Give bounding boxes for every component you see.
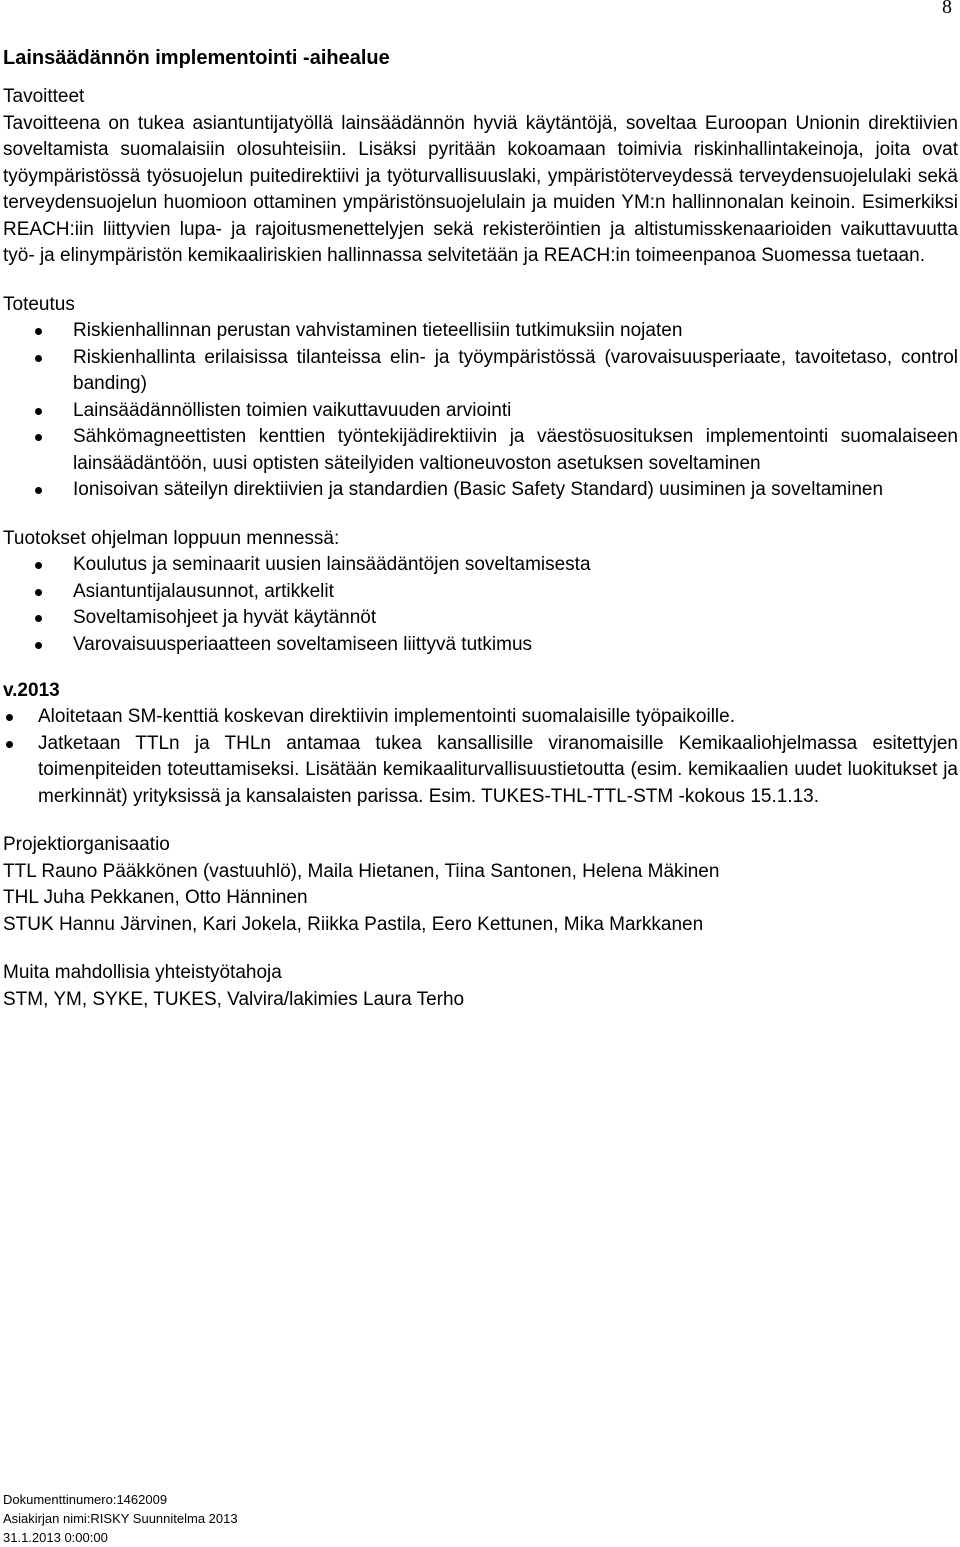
footer-date: 31.1.2013 0:00:00 [3, 1530, 108, 1545]
page-title: Lainsäädännön implementointi -aihealue [3, 47, 390, 69]
list-item: Koulutus ja seminaarit uusien lainsäädäntöjen soveltamisesta [3, 552, 958, 579]
outputs-list [3, 552, 958, 658]
bullet-icon [35, 487, 42, 494]
organisation-line: STUK Hannu Järvinen, Kari Jokela, Riikka Pastila, Eero Kettunen, Mika Markkanen [3, 913, 704, 935]
implementation-list [3, 318, 958, 504]
footer-document-name: Asiakirjan nimi:RISKY Suunnitelma 2013 [3, 1511, 238, 1526]
list-item: Aloitetaan SM-kenttiä koskevan direktiivin implementointi suomalaisille työpaikoille. [3, 704, 958, 731]
bullet-icon [35, 408, 42, 415]
list-item: Riskienhallinta erilaisissa tilanteissa elin- ja työympäristössä (varovaisuusperiaate, tavoitetaso, control banding) [3, 345, 958, 398]
list-item: Soveltamisohjeet ja hyvät käytännöt [3, 605, 958, 632]
bullet-icon [35, 355, 42, 362]
bullet-icon [35, 615, 42, 622]
list-item: Lainsäädännöllisten toimien vaikuttavuuden arviointi [3, 398, 958, 425]
bullet-icon [6, 714, 13, 721]
partners-heading: Muita mahdollisia yhteistyötahoja [3, 962, 282, 983]
organisation-line: THL Juha Pekkanen, Otto Hänninen [3, 887, 308, 908]
goals-heading: Tavoitteet [3, 86, 85, 107]
list-item: Sähkömagneettisten kenttien työntekijädirektiivin ja väestösuosituksen implementointi suomalaiseen lainsäädäntöön, uusi optisten säteilyiden valtioneuvoston asetuksen soveltaminen [3, 424, 958, 477]
year-2013-list [3, 704, 958, 810]
document-footer [3, 1490, 238, 1547]
bullet-icon [35, 589, 42, 596]
list-item: Riskienhallinnan perustan vahvistaminen tieteellisiin tutkimuksiin nojaten [3, 318, 958, 345]
page-number: 8 [942, 0, 952, 18]
organisation-heading: Projektiorganisaatio [3, 834, 170, 855]
bullet-icon [6, 741, 13, 748]
bullet-icon [35, 328, 42, 335]
footer-document-number: Dokumenttinumero:1462009 [3, 1492, 168, 1507]
list-item: Ionisoivan säteilyn direktiivien ja standardien (Basic Safety Standard) uusiminen ja soveltaminen [3, 477, 958, 504]
year-2013-heading: v.2013 [3, 680, 60, 701]
implementation-heading: Toteutus [3, 293, 75, 315]
bullet-icon [35, 562, 42, 569]
list-item: Varovaisuusperiaatteen soveltamiseen liittyvä tutkimus [3, 632, 958, 659]
document-page [3, 44, 958, 1013]
organisation-line: TTL Rauno Pääkkönen (vastuuhlö), Maila Hietanen, Tiina Santonen, Helena Mäkinen [3, 860, 720, 882]
goals-text: Tavoitteena on tukea asiantuntijatyöllä lainsäädännön hyviä käytäntöjä, soveltaa Euroopan Unionin direktiivien soveltamista suomalaisiin olosuhteisiin. Lisäksi pyritään kokoamaan toimivia riskinhallintakeinoja, joita ovat työympäristössä työsuojelun puitedirektiivi ja työturvallisuuslaki, ympäristöterveydessä terveydensuojelulaki sekä terveydensuojelun huomioon ottaminen ympäristönsuojelulain ja muiden YM:n hallinnonalan keinoin. Esimerkiksi REACH:iin liittyvien lupa- ja rajoitusmenettelyjen sekä rekisteröintien ja altistumisskenaarioiden vaikuttavuutta työ- ja elinympäristön kemikaaliriskien hallinnassa selvitetään ja REACH:in toimeenpanoa Suomessa tuetaan. [3, 112, 958, 266]
outputs-heading: Tuotokset ohjelman loppuun mennessä: [3, 527, 340, 549]
partners-text: STM, YM, SYKE, TUKES, Valvira/lakimies Laura Terho [3, 988, 465, 1010]
list-item: Jatketaan TTLn ja THLn antamaa tukea kansallisille viranomaisille Kemikaaliohjelmassa esitettyjen toimenpiteiden toteuttamiseksi. Lisätään kemikaaliturvallisuustietoutta (esim. kemikaalien uudet luokitukset ja merkinnät) yrityksissä ja kansalaisten parissa. Esim. TUKES-THL-TTL-STM -kokous 15.1.13. [3, 731, 958, 811]
list-item: Asiantuntijalausunnot, artikkelit [3, 579, 958, 606]
bullet-icon [35, 642, 42, 649]
bullet-icon [35, 434, 42, 441]
